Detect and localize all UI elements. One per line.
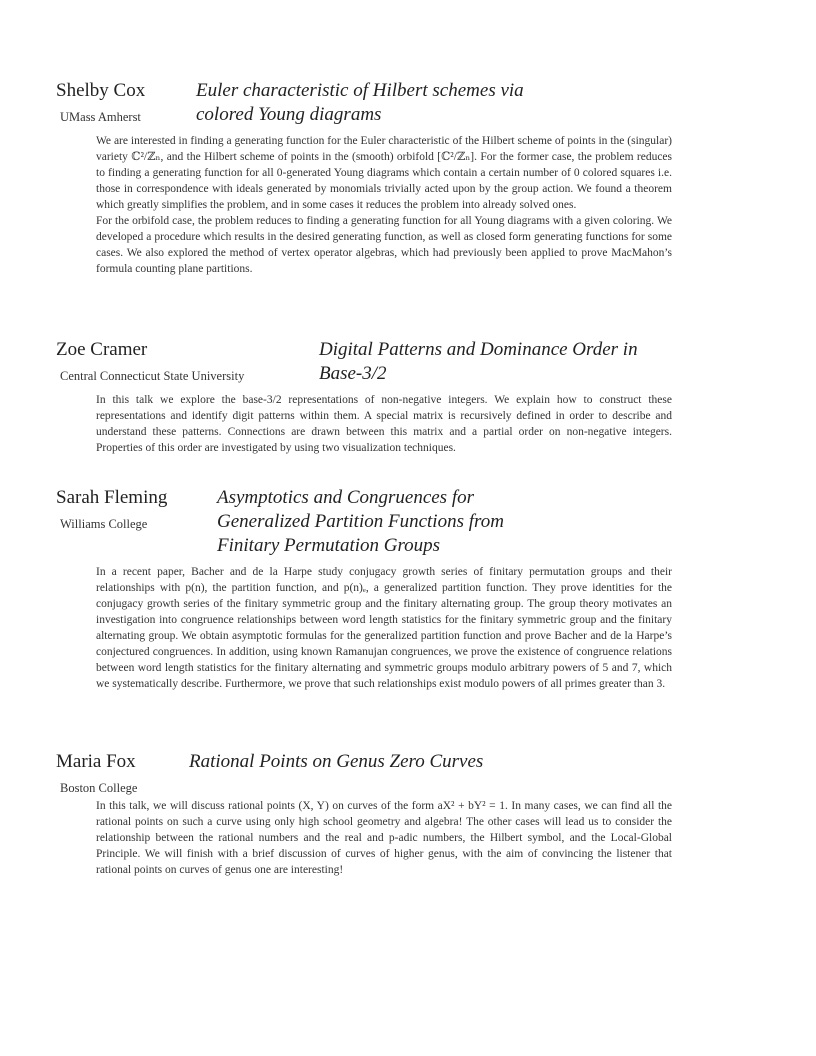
abstract-paragraph: For the orbifold case, the problem reduces to finding a generating function for all Young diagrams with a given coloring. We developed a procedure which results in the desired generating function, as well as closed form generating functions for some cases. We also explored the method of vertex operator algebras, which had previously been applied to prove MacMahon’s formula counting plane partitions. bbox=[96, 215, 672, 275]
speaker-affiliation: Central Connecticut State University bbox=[60, 369, 245, 383]
talk-title-line: Asymptotics and Congruences for bbox=[217, 487, 475, 508]
abstract-paragraph: We are interested in finding a generating function for the Euler characteristic of the Hilbert scheme of points in the (singular) variety ℂ²/ℤₙ, and the Hilbert scheme of points in the (smooth) orbifold [ℂ²/ℤₙ]. For the former case, the problem reduces to finding a generating function for all 0-generated Young diagrams which contain a certain number of 0 colored squares i.e. those in correspondence with ideals generated by monomials trivially acted upon by the group action. We found a theorem which greatly simplifies the problem, and in some cases it reduces the problem into already solved ones. bbox=[96, 135, 672, 211]
talk-title bbox=[189, 750, 483, 774]
talk-abstract bbox=[96, 798, 672, 878]
talk-abstract bbox=[96, 133, 672, 277]
talk-abstract bbox=[96, 392, 672, 456]
talk-title-line: Finitary Permutation Groups bbox=[217, 535, 441, 556]
talk-title bbox=[319, 338, 638, 386]
speaker-affiliation: Williams College bbox=[60, 517, 148, 531]
abstract-paragraph: In a recent paper, Bacher and de la Harpe study conjugacy growth series of finitary permutation groups and their relationships with p(n), the partition function, and p(n)ₑ, a generalized partition function. They prove identities for the conjugacy growth series of the finitary symmetric group and the finitary alternating group. The group theory motivates an investigation into congruence relationships between word length statistics for the finitary symmetric group and the finitary alternating group. We obtain asymptotic formulas for the generalized partition function and prove Bacher and de la Harpe’s conjectured congruences. In addition, using known Ramanujan congruences, we prove the existence of congruence relations between word length statistics for the finitary alternating and symmetric groups modulo arbitrary powers of 5 and 7, which we systematically describe. Furthermore, we prove that such relationships exist modulo powers of all primes greater than 3. bbox=[96, 566, 672, 690]
talk-title bbox=[217, 486, 504, 558]
speaker-name: Shelby Cox bbox=[56, 80, 146, 101]
speaker-affiliation: Boston College bbox=[60, 781, 138, 795]
talk-title-line: Digital Patterns and Dominance Order in bbox=[319, 339, 638, 360]
speaker-name: Sarah Fleming bbox=[56, 487, 168, 508]
talk-title-line: Generalized Partition Functions from bbox=[217, 511, 504, 532]
abstract-paragraph: In this talk we explore the base-3/2 representations of non-negative integers. We explain how to construct these representations and identify digit patterns within them. A special matrix is recursively defined in order to describe and understand these patterns. Connections are drawn between this matrix and a partial order on non-negative integers. Properties of this order are investigated by using two visualization techniques. bbox=[96, 394, 672, 454]
talk-title-line: Euler characteristic of Hilbert schemes via bbox=[196, 80, 524, 101]
talk-title-line: Rational Points on Genus Zero Curves bbox=[189, 751, 484, 772]
speaker-name: Zoe Cramer bbox=[56, 339, 148, 360]
speaker-affiliation: UMass Amherst bbox=[60, 110, 141, 124]
abstract-paragraph: In this talk, we will discuss rational points (X, Y) on curves of the form aX² + bY² = 1. In many cases, we can find all the rational points on such a curve using only high school geometry and algebra! The other cases will lead us to consider the relationship between the rational numbers and the real and p-adic numbers, the Hilbert symbol, and the Local-Global Principle. We will finish with a brief discussion of curves of higher genus, with the aim of convincing the listener that rational points on curves of genus one are interesting! bbox=[96, 800, 672, 876]
talk-title-line: Base-3/2 bbox=[319, 363, 387, 384]
talk-title bbox=[196, 79, 524, 127]
talk-abstract bbox=[96, 564, 672, 692]
speaker-name: Maria Fox bbox=[56, 751, 136, 772]
talk-title-line: colored Young diagrams bbox=[196, 104, 382, 125]
